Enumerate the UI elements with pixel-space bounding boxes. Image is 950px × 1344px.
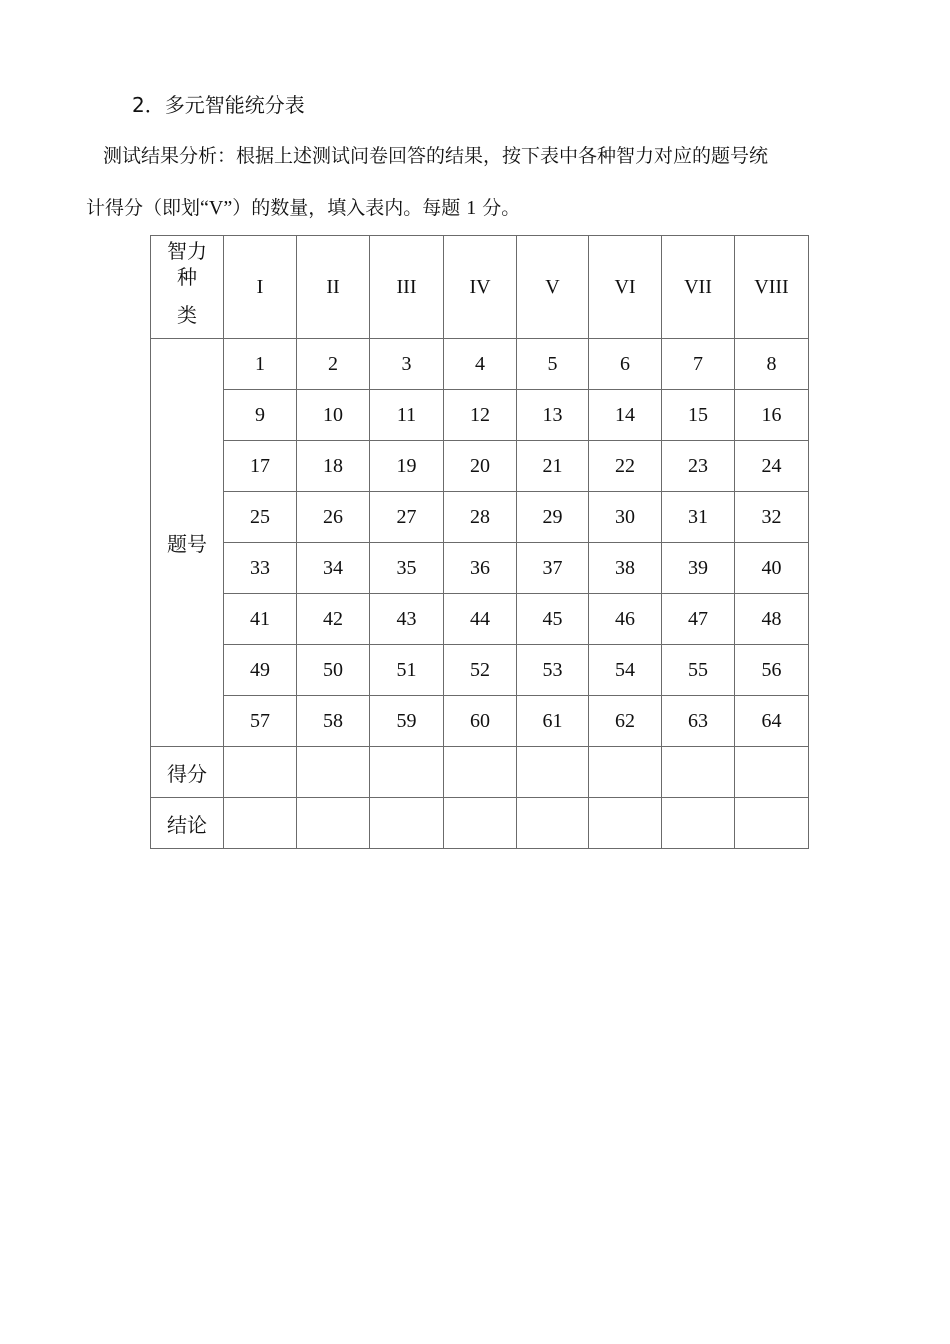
score-input-cell[interactable] <box>735 747 809 798</box>
question-number-cell: 40 <box>735 543 809 594</box>
question-number-cell: 28 <box>444 492 517 543</box>
question-number-cell: 42 <box>297 594 370 645</box>
question-number-cell: 25 <box>224 492 297 543</box>
question-number-cell: 54 <box>589 645 662 696</box>
question-row <box>151 594 809 645</box>
question-number-cell: 50 <box>297 645 370 696</box>
question-number-cell: 58 <box>297 696 370 747</box>
score-input-cell[interactable] <box>517 747 589 798</box>
type-header-line-2: 种 <box>177 265 197 289</box>
question-number-cell: 35 <box>370 543 444 594</box>
score-input-cell[interactable] <box>297 747 370 798</box>
question-number-cell: 16 <box>735 390 809 441</box>
question-number-cell: 22 <box>589 441 662 492</box>
instruction-line-1: 测试结果分析：根据上述测试问卷回答的结果，按下表中各种智力对应的题号统 <box>103 145 769 167</box>
question-number-cell: 23 <box>662 441 735 492</box>
question-number-cell: 59 <box>370 696 444 747</box>
question-number-cell: 61 <box>517 696 589 747</box>
question-number-cell: 30 <box>589 492 662 543</box>
question-number-cell: 52 <box>444 645 517 696</box>
question-number-cell: 12 <box>444 390 517 441</box>
instruction-line-2 <box>86 193 520 223</box>
question-number-cell: 31 <box>662 492 735 543</box>
question-number-cell: 45 <box>517 594 589 645</box>
question-number-cell: 27 <box>370 492 444 543</box>
question-number-cell: 4 <box>444 339 517 390</box>
question-number-cell: 37 <box>517 543 589 594</box>
question-number-cell: 11 <box>370 390 444 441</box>
question-number-cell: 63 <box>662 696 735 747</box>
question-number-cell: 10 <box>297 390 370 441</box>
conclusion-input-cell[interactable] <box>370 798 444 849</box>
instruction-text-b: ）的数量，填入表内。每题 <box>232 197 467 219</box>
score-input-cell[interactable] <box>589 747 662 798</box>
question-row <box>151 441 809 492</box>
question-number-cell: 60 <box>444 696 517 747</box>
section-heading: 2．多元智能统分表 <box>132 93 305 117</box>
question-number-cell: 39 <box>662 543 735 594</box>
score-input-cell[interactable] <box>662 747 735 798</box>
question-row <box>151 390 809 441</box>
question-number-cell: 56 <box>735 645 809 696</box>
question-number-cell: 15 <box>662 390 735 441</box>
question-row <box>151 696 809 747</box>
points-per-question: 1 <box>466 197 477 219</box>
conclusion-input-cell[interactable] <box>589 798 662 849</box>
conclusion-input-cell[interactable] <box>444 798 517 849</box>
type-header-line-3: 类 <box>177 303 197 327</box>
conclusion-input-cell[interactable] <box>517 798 589 849</box>
question-number-cell: 32 <box>735 492 809 543</box>
question-number-cell: 51 <box>370 645 444 696</box>
question-number-cell: 13 <box>517 390 589 441</box>
question-number-cell: 6 <box>589 339 662 390</box>
question-number-cell: 57 <box>224 696 297 747</box>
question-number-cell: 5 <box>517 339 589 390</box>
type-header-line-1: 智力 <box>167 239 207 263</box>
column-header-8: VIII <box>735 236 809 339</box>
header-row <box>151 236 809 339</box>
score-input-cell[interactable] <box>224 747 297 798</box>
question-number-cell: 9 <box>224 390 297 441</box>
score-input-cell[interactable] <box>444 747 517 798</box>
question-number-cell: 33 <box>224 543 297 594</box>
question-number-cell: 41 <box>224 594 297 645</box>
question-number-cell: 17 <box>224 441 297 492</box>
question-number-cell: 1 <box>224 339 297 390</box>
column-header-4: IV <box>444 236 517 339</box>
instruction-text-c: 分。 <box>476 197 521 219</box>
question-number-cell: 48 <box>735 594 809 645</box>
intelligence-score-table <box>150 235 809 849</box>
question-number-cell: 24 <box>735 441 809 492</box>
question-row <box>151 543 809 594</box>
score-input-cell[interactable] <box>370 747 444 798</box>
column-header-1: I <box>224 236 297 339</box>
question-number-cell: 55 <box>662 645 735 696</box>
conclusion-input-cell[interactable] <box>662 798 735 849</box>
check-mark-symbol: “V” <box>200 197 233 219</box>
column-header-5: V <box>517 236 589 339</box>
question-number-cell: 62 <box>589 696 662 747</box>
instruction-text-a: 计得分（即划 <box>86 197 201 219</box>
column-header-3: III <box>370 236 444 339</box>
question-row <box>151 645 809 696</box>
question-number-cell: 8 <box>735 339 809 390</box>
question-number-cell: 38 <box>589 543 662 594</box>
question-number-label: 题号 <box>151 339 224 747</box>
question-number-cell: 36 <box>444 543 517 594</box>
question-number-cell: 46 <box>589 594 662 645</box>
column-header-2: II <box>297 236 370 339</box>
column-header-6: VI <box>589 236 662 339</box>
intelligence-type-header <box>151 236 224 339</box>
question-number-cell: 26 <box>297 492 370 543</box>
conclusion-input-cell[interactable] <box>297 798 370 849</box>
score-row <box>151 747 809 798</box>
question-number-cell: 47 <box>662 594 735 645</box>
question-number-cell: 21 <box>517 441 589 492</box>
question-number-cell: 18 <box>297 441 370 492</box>
question-row <box>151 339 809 390</box>
question-number-cell: 29 <box>517 492 589 543</box>
question-number-cell: 3 <box>370 339 444 390</box>
conclusion-input-cell[interactable] <box>735 798 809 849</box>
question-number-cell: 49 <box>224 645 297 696</box>
question-number-cell: 43 <box>370 594 444 645</box>
score-label: 得分 <box>151 747 224 798</box>
column-header-7: VII <box>662 236 735 339</box>
question-number-cell: 14 <box>589 390 662 441</box>
question-number-cell: 53 <box>517 645 589 696</box>
conclusion-input-cell[interactable] <box>224 798 297 849</box>
question-number-cell: 64 <box>735 696 809 747</box>
question-number-cell: 20 <box>444 441 517 492</box>
question-number-cell: 44 <box>444 594 517 645</box>
question-number-cell: 19 <box>370 441 444 492</box>
conclusion-label: 结论 <box>151 798 224 849</box>
question-row <box>151 492 809 543</box>
question-number-cell: 34 <box>297 543 370 594</box>
conclusion-row <box>151 798 809 849</box>
question-number-cell: 7 <box>662 339 735 390</box>
question-number-cell: 2 <box>297 339 370 390</box>
